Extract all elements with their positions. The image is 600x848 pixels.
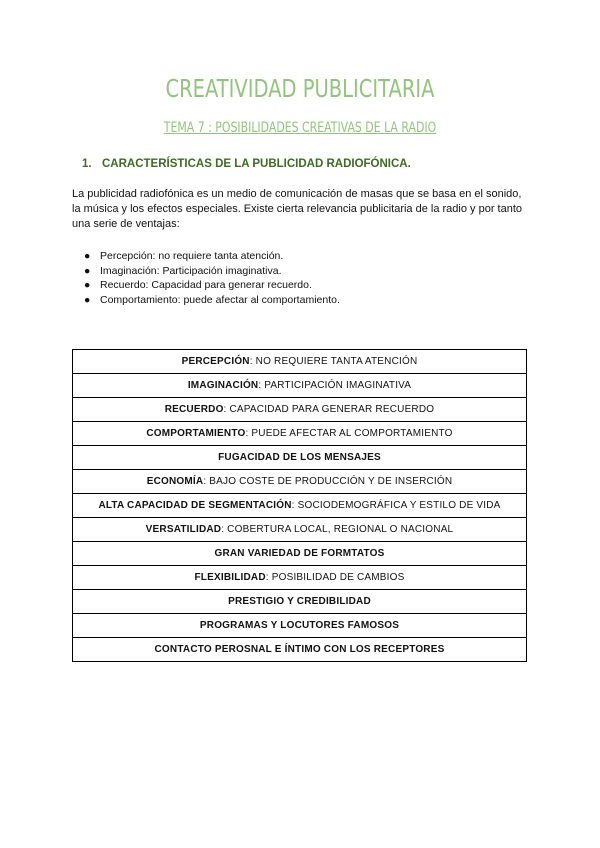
table-cell: VERSATILIDAD: COBERTURA LOCAL, REGIONAL O NACIONAL — [73, 518, 527, 542]
list-item — [84, 278, 340, 293]
table-row — [73, 470, 527, 494]
section-heading — [82, 158, 411, 170]
advantages-list — [84, 249, 340, 307]
table-row — [73, 542, 527, 566]
section-number: 1. — [82, 158, 92, 170]
section-heading-text: CARACTERÍSTICAS DE LA PUBLICIDAD RADIOFÓNICA. — [102, 158, 411, 170]
table-cell: COMPORTAMIENTO: PUEDE AFECTAR AL COMPORTAMIENTO — [73, 422, 527, 446]
list-item-text: Recuerdo: Capacidad para generar recuerdo. — [100, 279, 312, 291]
table-cell: CONTACTO PEROSNAL E ÍNTIMO CON LOS RECEPTORES — [73, 638, 527, 662]
bullet-icon: ● — [84, 279, 91, 291]
table-cell: FLEXIBILIDAD: POSIBILIDAD DE CAMBIOS — [73, 566, 527, 590]
intro-paragraph: La publicidad radiofónica es un medio de comunicación de masas que se basa en el sonido, la música y los efectos especiales. Existe cierta relevancia publicitaria de la radio y por tanto una serie de ventajas: — [72, 188, 523, 230]
table-cell: IMAGINACIÓN: PARTICIPACIÓN IMAGINATIVA — [73, 374, 527, 398]
list-item — [84, 264, 340, 279]
page-title: CREATIVIDAD PUBLICITARIA — [165, 74, 435, 103]
list-item-text: Comportamiento: puede afectar al comportamiento. — [100, 293, 340, 306]
table-cell: FUGACIDAD DE LOS MENSAJES — [73, 446, 527, 470]
bullet-icon: ● — [84, 264, 91, 277]
table-cell: RECUERDO: CAPACIDAD PARA GENERAR RECUERDO — [73, 398, 527, 422]
list-item — [84, 249, 340, 264]
table-row — [73, 638, 527, 662]
list-item-text: Imaginación: Participación imaginativa. — [100, 264, 282, 277]
table-cell: ECONOMÍA: BAJO COSTE DE PRODUCCIÓN Y DE INSERCIÓN — [73, 470, 527, 494]
list-item-text: Percepción: no requiere tanta atención. — [100, 250, 284, 262]
characteristics-table — [72, 349, 527, 662]
list-item — [84, 293, 340, 308]
table-row — [73, 350, 527, 374]
table-row — [73, 374, 527, 398]
table-row — [73, 566, 527, 590]
bullet-icon: ● — [84, 250, 91, 262]
page-subtitle: TEMA 7 : POSIBILIDADES CREATIVAS DE LA RADIO — [163, 120, 437, 136]
table-row — [73, 422, 527, 446]
table-row — [73, 398, 527, 422]
table-cell: PROGRAMAS Y LOCUTORES FAMOSOS — [73, 614, 527, 638]
table-cell: PRESTIGIO Y CREDIBILIDAD — [73, 590, 527, 614]
bullet-icon: ● — [84, 293, 91, 306]
table-row — [73, 614, 527, 638]
table-cell: PERCEPCIÓN: NO REQUIERE TANTA ATENCIÓN — [73, 350, 527, 374]
table-row — [73, 494, 527, 518]
table-cell: ALTA CAPACIDAD DE SEGMENTACIÓN: SOCIODEMOGRÁFICA Y ESTILO DE VIDA — [73, 494, 527, 518]
table-row — [73, 518, 527, 542]
table-row — [73, 590, 527, 614]
table-row — [73, 446, 527, 470]
table-cell: GRAN VARIEDAD DE FORMTATOS — [73, 542, 527, 566]
